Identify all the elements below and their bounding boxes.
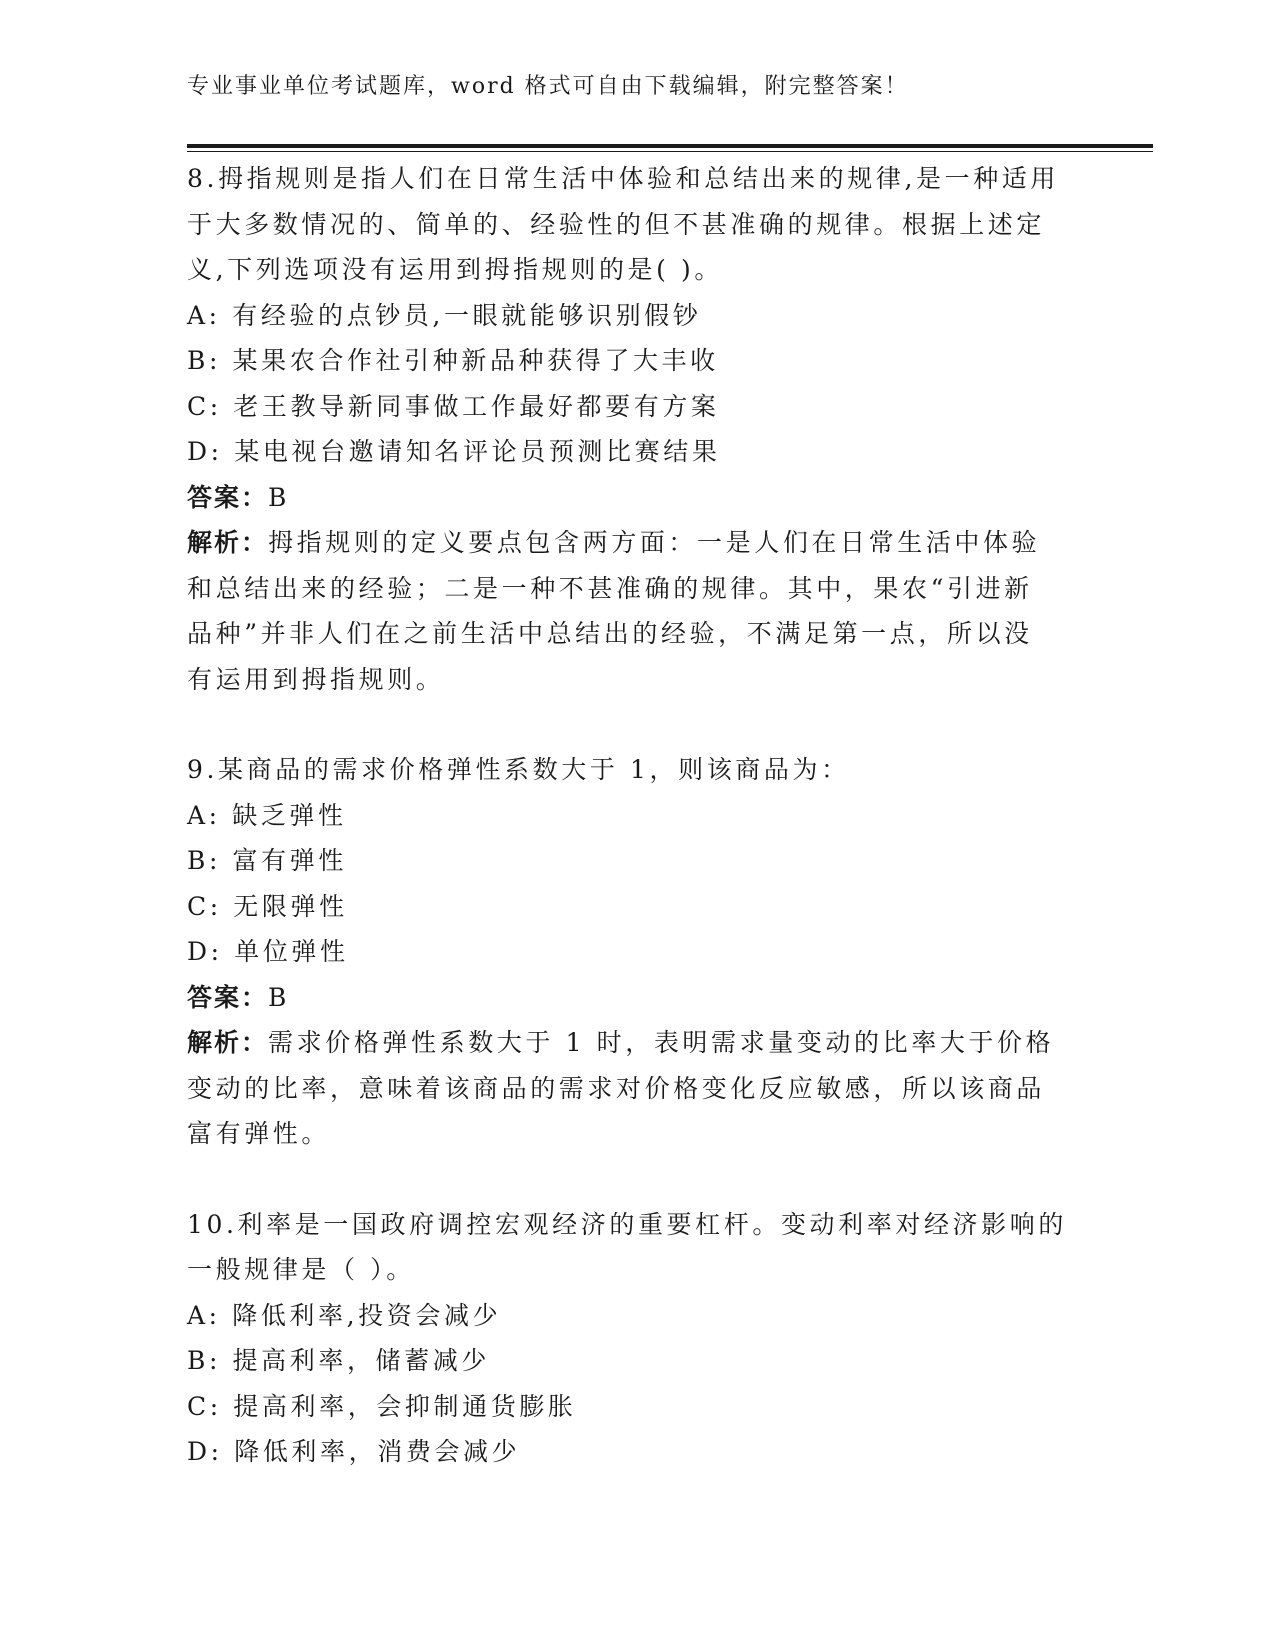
option-d: D: 降低利率，消费会减少: [187, 1437, 521, 1466]
header-divider-thick: [187, 144, 1153, 148]
document-body: [187, 156, 1087, 1475]
stem-line: 10.利率是一国政府调控宏观经济的重要杠杆。变动利率对经济影响的: [187, 1209, 1067, 1239]
option-d: D: 某电视台邀请知名评论员预测比赛结果: [187, 437, 721, 466]
option-c: C: 无限弹性: [187, 891, 348, 921]
analysis-text: 需求价格弹性系数大于 1 时，表明需求量变动的比率大于价格: [268, 1028, 1055, 1057]
option-c: C: 老王教导新同事做工作最好都要有方案: [187, 391, 720, 421]
option-a: A: 缺乏弹性: [187, 800, 347, 830]
question-8: [187, 156, 1087, 702]
question-10: [187, 1202, 1087, 1475]
option-b: B: 某果农合作社引种新品种获得了大丰收: [187, 346, 719, 375]
stem-line: 9.某商品的需求价格弹性系数大于 1，则该商品为：: [187, 755, 850, 784]
stem-line: 8.拇指规则是指人们在日常生活中体验和总结出来的规律,是一种适用: [187, 164, 1060, 193]
answer-value: B: [268, 482, 290, 512]
analysis-line: 富有弹性。: [187, 1119, 331, 1148]
answer-label: 答案：: [187, 982, 269, 1012]
analysis-label: 解析：: [187, 1028, 269, 1057]
question-stem: [187, 1202, 1087, 1293]
analysis-line: 品种”并非人们在之前生活中总结出的经验，不满足第一点，所以没: [187, 619, 1033, 648]
option-list: [187, 293, 1087, 475]
option-d: D: 单位弹性: [187, 937, 349, 966]
answer-label: 答案：: [187, 482, 269, 512]
option-a: A: 降低利率,投资会减少: [187, 1300, 502, 1330]
question-stem: [187, 156, 1087, 293]
analysis-line: 变动的比率，意味着该商品的需求对价格变化反应敏感，所以该商品: [187, 1073, 1046, 1103]
stem-line: 一般规律是（ ）。: [187, 1255, 415, 1284]
question-stem: [187, 747, 1087, 793]
header-divider: [187, 144, 1153, 152]
stem-line: 义,下列选项没有运用到拇指规则的是( )。: [187, 255, 724, 284]
analysis-text: 拇指规则的定义要点包含两方面：一是人们在日常生活中体验: [268, 528, 1041, 557]
analysis: [187, 1020, 1087, 1157]
option-a: A: 有经验的点钞员,一眼就能够识别假钞: [187, 300, 702, 330]
page-header: 专业事业单位考试题库，word 格式可自由下载编辑，附完整答案！: [187, 74, 909, 99]
option-list: [187, 1293, 1087, 1475]
stem-line: 于大多数情况的、简单的、经验性的但不甚准确的规律。根据上述定: [187, 209, 1046, 239]
analysis-line: [187, 1020, 1087, 1066]
option-b: B: 提高利率，储蓄减少: [187, 1346, 490, 1375]
analysis-line: [187, 520, 1087, 566]
analysis-line: 和总结出来的经验；二是一种不甚准确的规律。其中，果农“引进新: [187, 573, 1033, 603]
header-divider-thin: [187, 151, 1153, 152]
analysis-label: 解析：: [187, 528, 269, 557]
answer-value: B: [268, 982, 290, 1012]
answer-row: [187, 475, 1087, 521]
option-b: B: 富有弹性: [187, 846, 347, 875]
analysis-line: 有运用到拇指规则。: [187, 664, 445, 694]
option-c: C: 提高利率，会抑制通货膨胀: [187, 1391, 577, 1421]
question-9: [187, 747, 1087, 1157]
option-list: [187, 793, 1087, 975]
answer-row: [187, 975, 1087, 1021]
analysis: [187, 520, 1087, 702]
